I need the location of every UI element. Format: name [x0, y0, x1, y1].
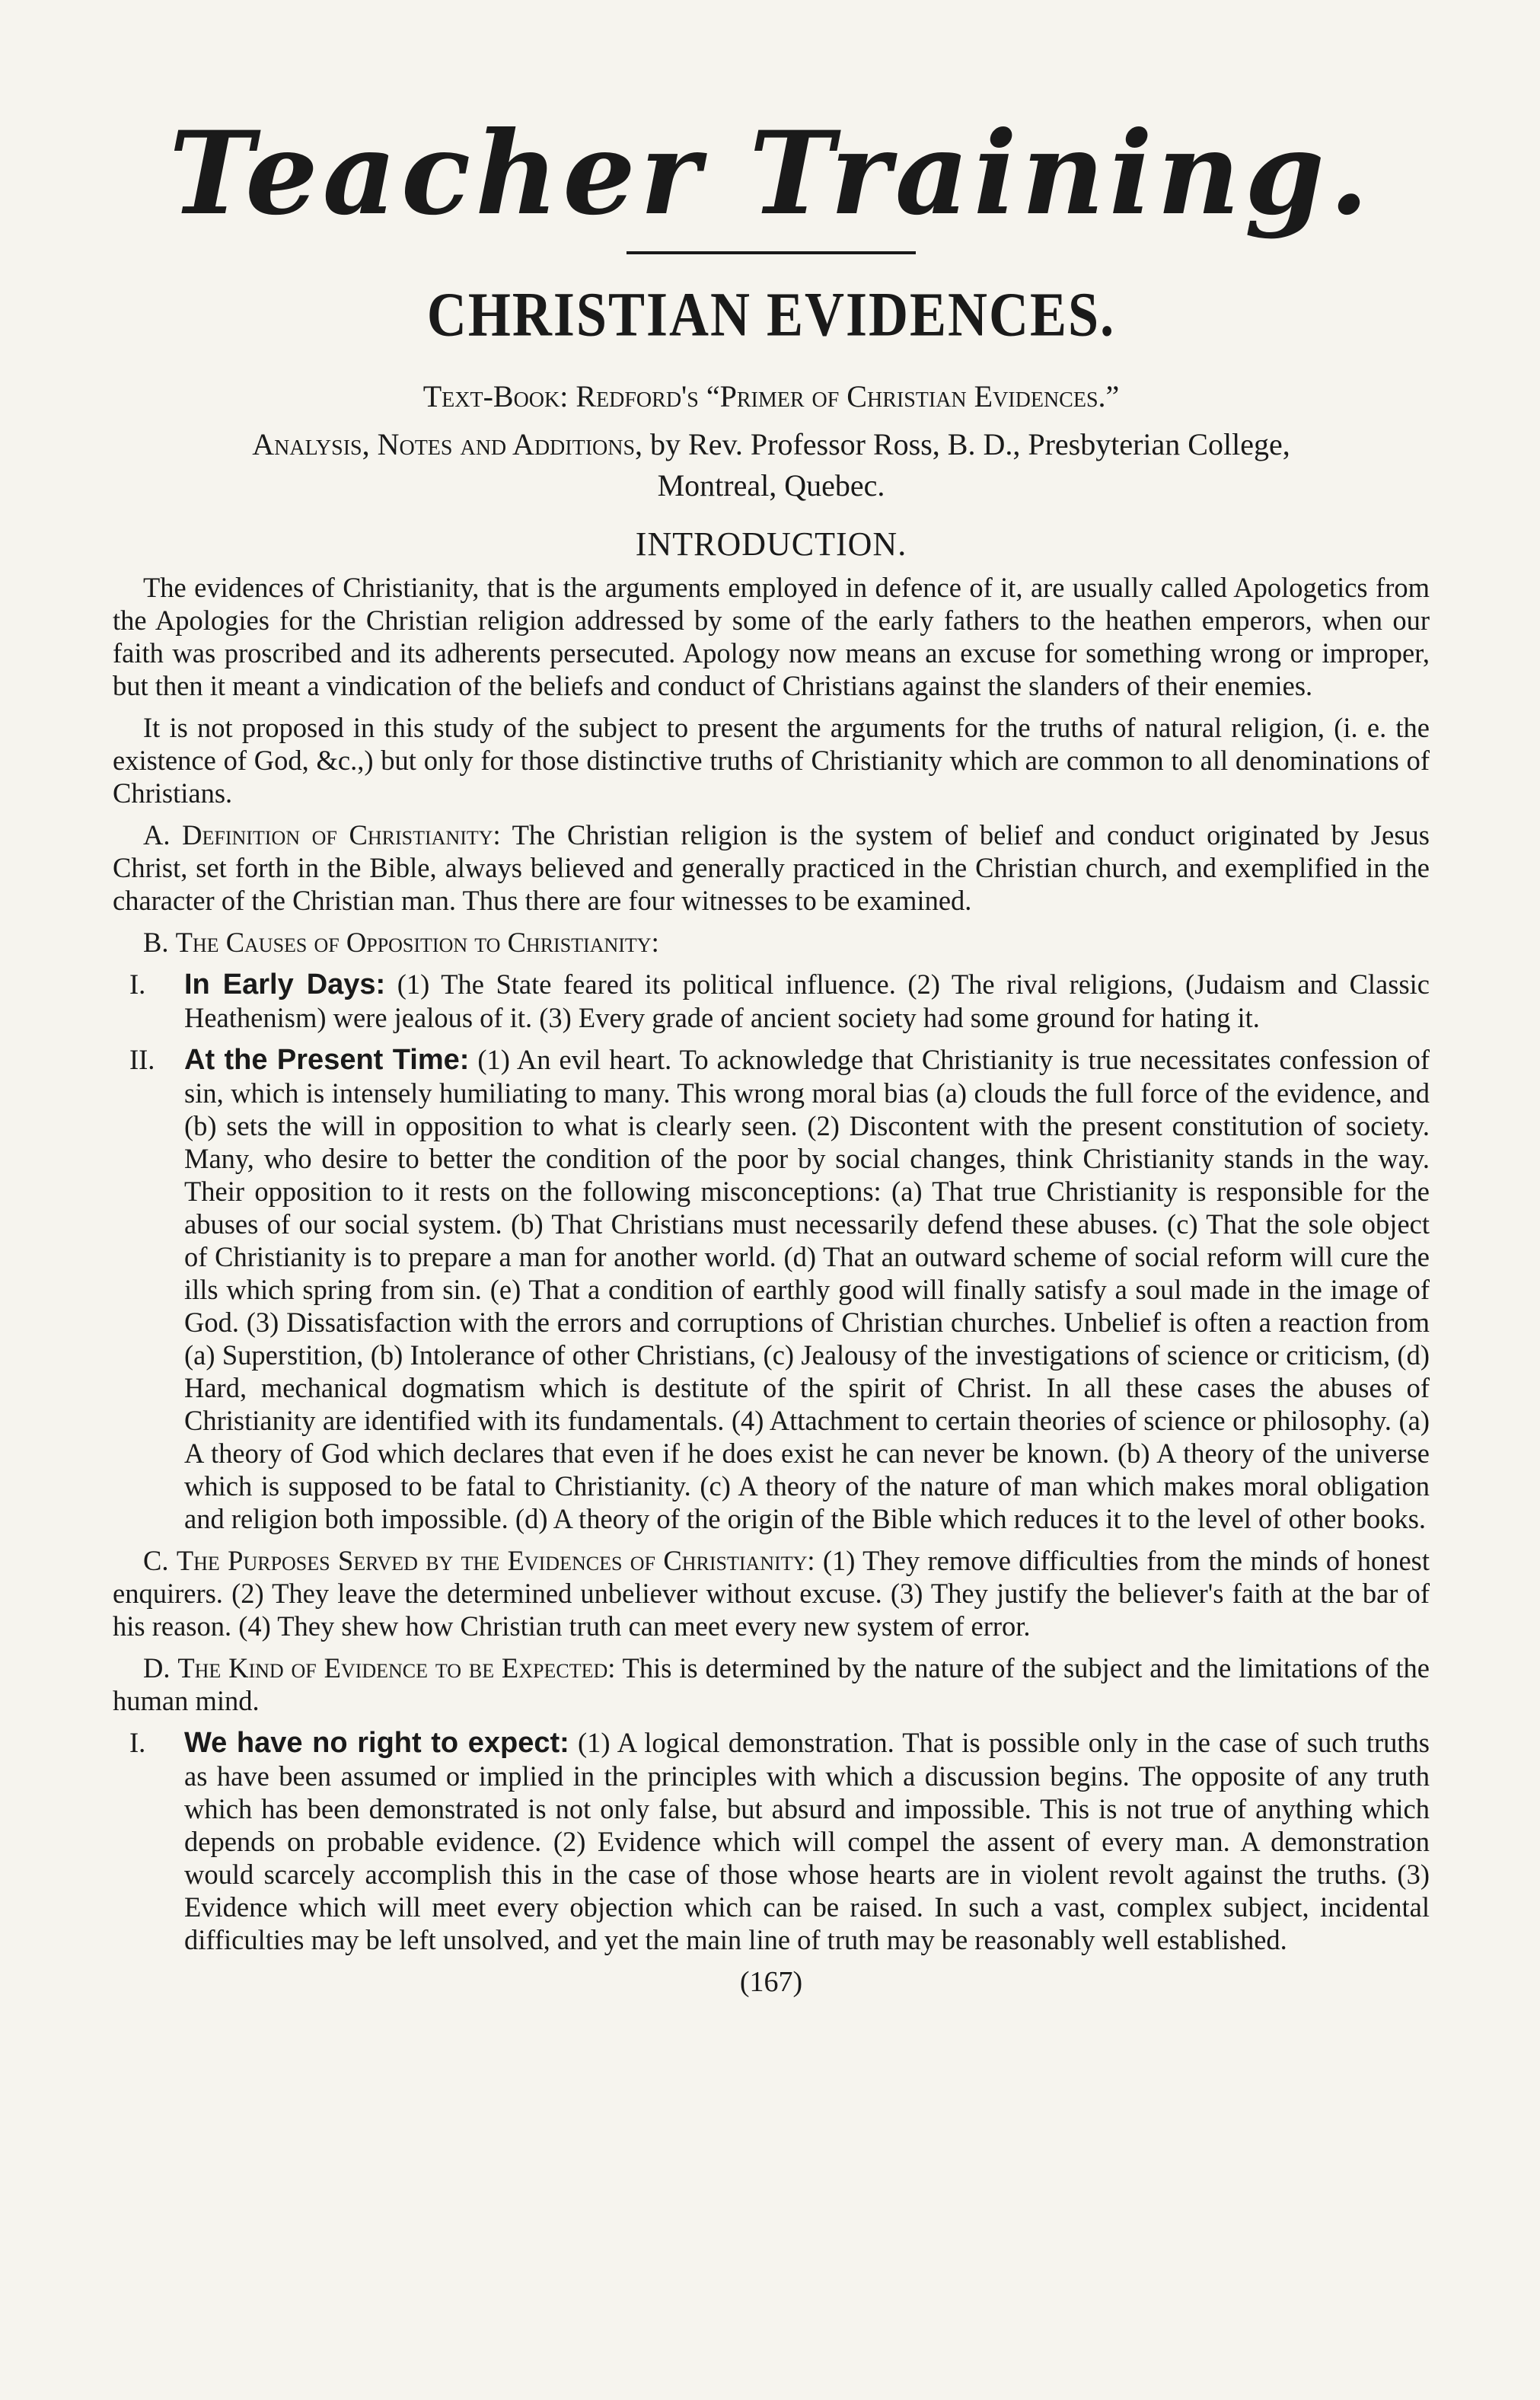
section-a-head: Definition of Christianity:: [182, 819, 501, 851]
section-d-label: D.: [143, 1652, 171, 1684]
item-lead: At the Present Time:: [184, 1043, 470, 1076]
page-title: CHRISTIAN EVIDENCES.: [426, 279, 1116, 349]
textbook-line: Text-Book: Redford's “Primer of Christian Evidences.”: [422, 378, 1120, 413]
section-d-head: The Kind of Evidence to be Expected:: [177, 1652, 616, 1684]
section-b-head: The Causes of Opposition to Christianity:: [175, 926, 659, 958]
item-lead: In Early Days:: [184, 968, 386, 1001]
section-d: [113, 1652, 1430, 1717]
item-number: I.: [129, 1726, 146, 1758]
section-c-text: (1) They remove difficulties from the minds of honest enquirers. (2) They leave the determined unbeliever without excuse. (3) They justify the believer's faith at the bar of his reason. (4) They shew how Christian truth can meet every new system of error.: [113, 1544, 1430, 1642]
item-text: (1) The State feared its political influence. (2) The rival religions, (Judaism and Classic Heathenism) were jealous of it. (3) Every grade of ancient society had some ground for hating it.: [184, 968, 1430, 1033]
title-rule: [627, 251, 916, 254]
intro-paragraph-2: It is not proposed in this study of the subject to present the arguments for the truths of natural religion, (i. e. the existence of God, &c.,) but only for those distinctive truths of Christianity which are common to all denominations of Christians.: [113, 711, 1430, 809]
section-b-item-2: [113, 1043, 1430, 1535]
item-number: I.: [129, 968, 146, 1000]
item-body: [184, 968, 1430, 1034]
item-text: (1) An evil heart. To acknowledge that Christianity is true necessitates confession of sin, which is intensely humiliating to many. This wrong moral bias (a) clouds the full force of the evidence, and (b) sets the will in opposition to what is clearly seen. (2) Discontent with the present constitution of society. Many, who desire to better the condition of the poor by social changes, think Christianity stands in the way. Their opposition to it rests on the following misconceptions: (a) That true Christianity is responsible for the abuses of our social system. (b) That Christians must necessarily defend these abuses. (c) That the sole object of Christianity is to prepare a man for another world. (d) That an outward scheme of social reform will cure the ills which spring from sin. (e) That a condition of earthly good will finally satisfy a soul made in the image of God. (3) Dissatisfaction with the errors and corruptions of Christian churches. Unbelief is often a reaction from (a) Superstition, (b) Intolerance of other Christians, (c) Jealousy of the investigations of science or criticism, (d) Hard, mechanical dogmatism which is destitute of the spirit of Christ. In all these cases the abuses of Christianity are identified with its fundamentals. (4) Attachment to certain theories of science or philosophy. (a) A theory of God which declares that even if he does exist he can never be known. (b) A theory of the universe which is supposed to be fatal to Christianity. (c) A theory of the nature of man which makes moral obligation and religion both impossible. (d) A theory of the origin of the Bible which reduces it to the level of other books.: [184, 1043, 1430, 1534]
section-c-head: The Purposes Served by the Evidences of Christianity:: [176, 1544, 815, 1576]
item-body: [184, 1043, 1430, 1535]
page: [113, 91, 1430, 1999]
section-b-item-1: [113, 968, 1430, 1034]
analysis-prefix: Analysis, Notes and Additions,: [252, 426, 643, 461]
item-lead: We have no right to expect:: [184, 1726, 569, 1759]
item-number: II.: [129, 1043, 155, 1075]
section-d-text: This is determined by the nature of the subject and the limitations of the human mind.: [113, 1652, 1430, 1716]
section-b: [113, 926, 1430, 959]
analysis-rest: by Rev. Professor Ross, B. D., Presbyterian College,: [642, 426, 1290, 461]
introduction-heading: INTRODUCTION.: [635, 525, 907, 563]
masthead: Teacher Training.: [168, 107, 1374, 241]
location: Montreal, Quebec.: [657, 468, 885, 503]
section-c: [113, 1544, 1430, 1642]
section-d-item-1: [113, 1726, 1430, 1956]
intro-paragraph-1: The evidences of Christianity, that is the arguments employed in defence of it, are usually called Apologetics from the Apologies for the Christian religion addressed by some of the early fathers to the heathen emperors, when our faith was proscribed and its adherents persecuted. Apology now means an excuse for something wrong or improper, but then it meant a vindication of the beliefs and conduct of Christians against the slanders of their enemies.: [113, 571, 1430, 701]
page-number: (167): [739, 1965, 803, 1998]
analysis-line: [113, 424, 1430, 506]
section-a-label: A.: [143, 819, 171, 851]
section-a-text: The Christian religion is the system of belief and conduct originated by Jesus Christ, set forth in the Bible, always believed and generally practiced in the Christian church, and exemplified in the character of the Christian man. Thus there are four witnesses to be examined.: [113, 819, 1430, 916]
item-text: (1) A logical demonstration. That is possible only in the case of such truths as have been assumed or implied in the principles with which a discussion begins. The opposite of any truth which has been demonstrated is not only false, but absurd and impossible. This is not true of anything which depends on probable evidence. (2) Evidence which will compel the assent of every man. A demonstration would scarcely accomplish this in the case of those whose hearts are in violent revolt against the truths. (3) Evidence which will meet every objection which can be raised. In such a vast, complex subject, incidental difficulties may be left unsolved, and yet the main line of truth may be reasonably well established.: [184, 1726, 1430, 1955]
section-a: [113, 819, 1430, 917]
section-c-label: C.: [143, 1544, 169, 1576]
section-b-label: B.: [143, 926, 169, 958]
item-body: [184, 1726, 1430, 1956]
